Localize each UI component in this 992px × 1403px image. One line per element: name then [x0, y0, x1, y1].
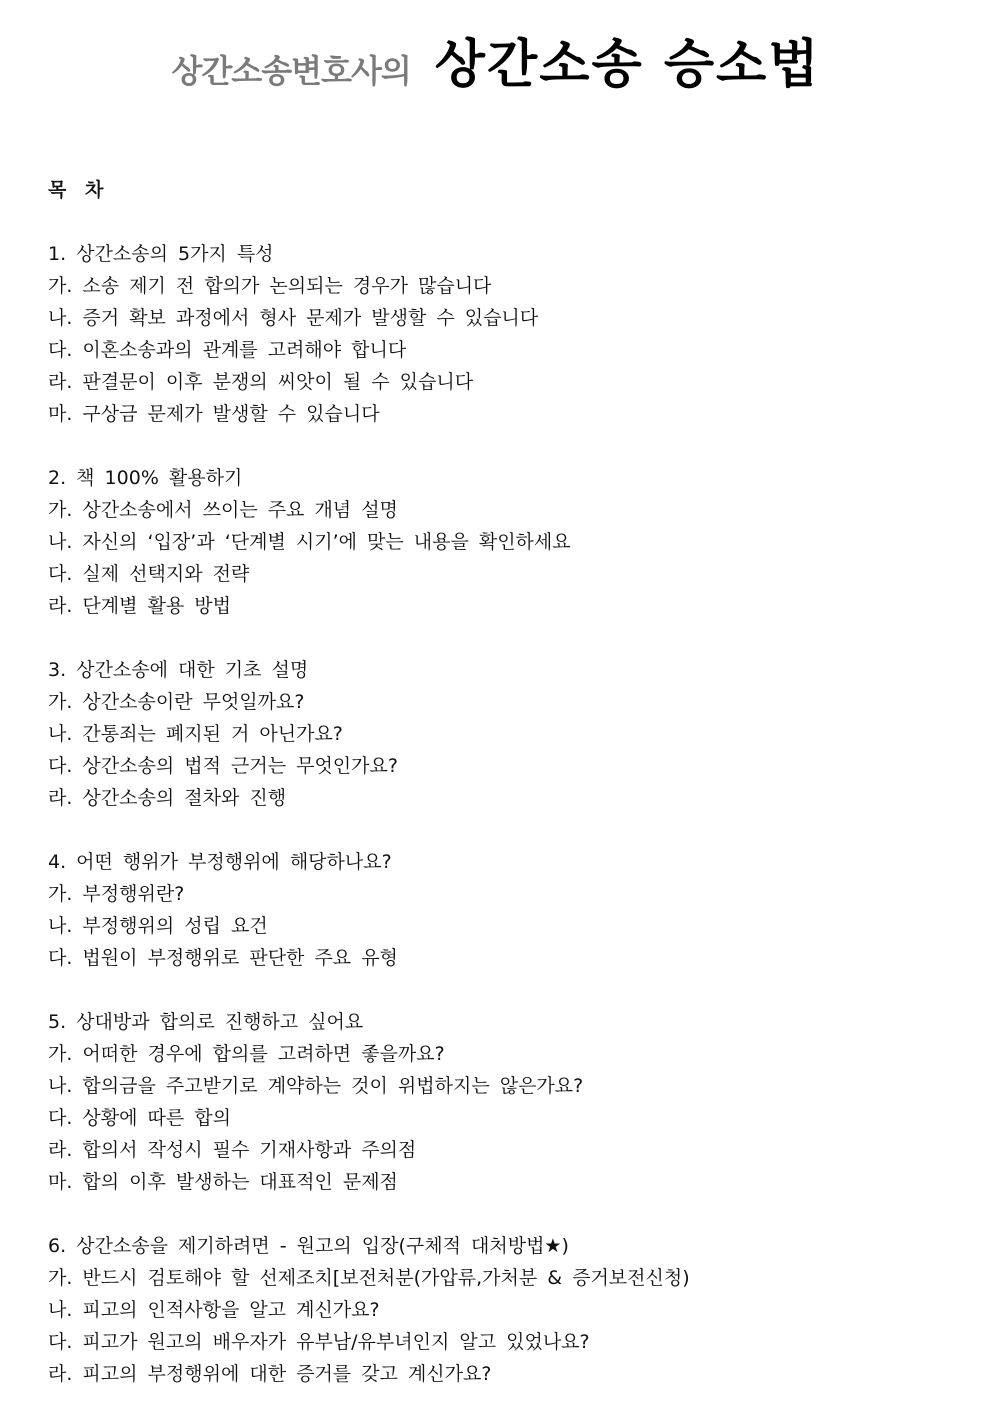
toc-item: 라. 단계별 활용 방법	[48, 595, 231, 617]
toc-section	[48, 846, 968, 974]
toc-sections	[48, 238, 968, 1390]
title-main: 상간소송 승소법	[434, 35, 821, 95]
toc-item: 나. 간통죄는 폐지된 거 아닌가요?	[48, 723, 343, 745]
toc-item: 가. 반드시 검토해야 할 선제조치[보전처분(가압류,가처분 & 증거보전신청)	[48, 1267, 690, 1289]
toc-heading: 목 차	[48, 179, 110, 201]
toc-item: 가. 상간소송에서 쓰이는 주요 개념 설명	[48, 499, 398, 521]
section-title: 6. 상간소송을 제기하려면 - 원고의 입장(구체적 대처방법★)	[48, 1235, 569, 1257]
toc-item: 라. 합의서 작성시 필수 기재사항과 주의점	[48, 1139, 417, 1161]
toc-item: 라. 피고의 부정행위에 대한 증거를 갖고 계신가요?	[48, 1363, 492, 1385]
section-title: 2. 책 100% 활용하기	[48, 467, 243, 489]
section-title: 1. 상간소송의 5가지 특성	[48, 243, 274, 265]
toc-item: 나. 피고의 인적사항을 알고 계신가요?	[48, 1299, 380, 1321]
toc-item: 다. 실제 선택지와 전략	[48, 563, 250, 585]
toc-item: 다. 상황에 따른 합의	[48, 1107, 231, 1129]
toc-item: 나. 증거 확보 과정에서 형사 문제가 발생할 수 있습니다	[48, 307, 539, 329]
toc-section	[48, 654, 968, 814]
toc-item: 라. 상간소송의 절차와 진행	[48, 787, 287, 809]
toc-item: 나. 부정행위의 성립 요건	[48, 915, 268, 937]
toc-item: 다. 피고가 원고의 배우자가 유부남/유부녀인지 알고 있었나요?	[48, 1331, 590, 1353]
title-subtitle: 상간소송변호사의	[171, 52, 411, 90]
section-title: 4. 어떤 행위가 부정행위에 해당하나요?	[48, 851, 392, 873]
toc-item: 나. 합의금을 주고받기로 계약하는 것이 위법하지는 않은가요?	[48, 1075, 584, 1097]
toc-item: 마. 구상금 문제가 발생할 수 있습니다	[48, 403, 380, 425]
toc-section	[48, 1230, 968, 1390]
toc-item: 다. 법원이 부정행위로 판단한 주요 유형	[48, 947, 398, 969]
toc-section	[48, 238, 968, 430]
toc-section	[48, 1006, 968, 1198]
toc-item: 라. 판결문이 이후 분쟁의 씨앗이 될 수 있습니다	[48, 371, 474, 393]
toc-item: 가. 부정행위란?	[48, 883, 185, 905]
toc-section	[48, 462, 968, 622]
section-title: 5. 상대방과 합의로 진행하고 싶어요	[48, 1011, 364, 1033]
toc-item: 가. 소송 제기 전 합의가 논의되는 경우가 많습니다	[48, 275, 492, 297]
toc-item: 가. 상간소송이란 무엇일까요?	[48, 691, 305, 713]
toc-item: 마. 합의 이후 발생하는 대표적인 문제점	[48, 1171, 398, 1193]
document-title	[0, 22, 992, 97]
table-of-contents	[48, 174, 968, 1390]
toc-item: 다. 이혼소송과의 관계를 고려해야 합니다	[48, 339, 407, 361]
toc-item: 가. 어떠한 경우에 합의를 고려하면 좋을까요?	[48, 1043, 445, 1065]
section-title: 3. 상간소송에 대한 기초 설명	[48, 659, 309, 681]
toc-item: 다. 상간소송의 법적 근거는 무엇인가요?	[48, 755, 398, 777]
toc-item: 나. 자신의 ‘입장’과 ‘단계별 시기’에 맞는 내용을 확인하세요	[48, 531, 571, 553]
